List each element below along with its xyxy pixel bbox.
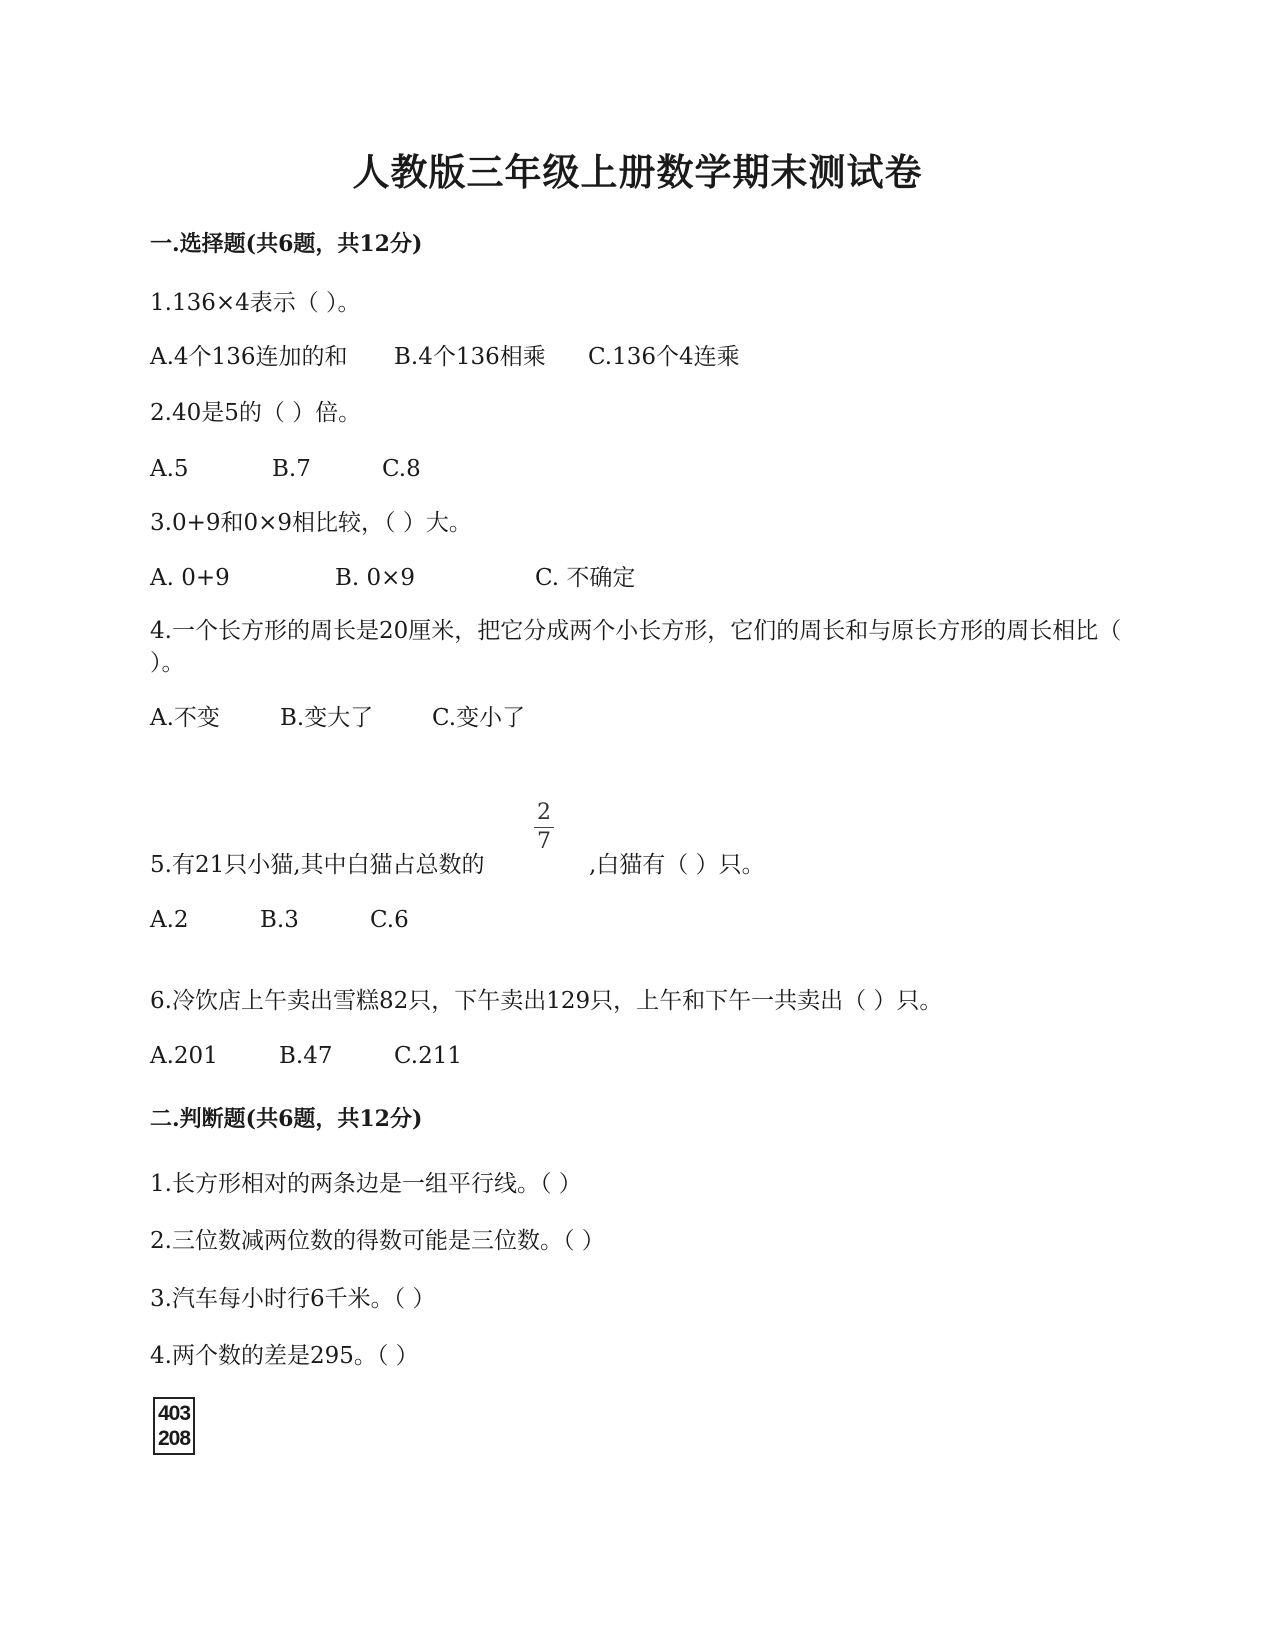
- fraction-numerator: 2: [537, 800, 551, 825]
- option-a: A.2: [150, 907, 189, 933]
- judgement-4-text: 4.两个数的差是295。（ ）: [150, 1343, 419, 1369]
- question-5-text-before: 5.有21只小猫,其中白猫占总数的: [150, 852, 485, 878]
- question-2-text: 2.40是5的（ ）倍。: [150, 400, 362, 426]
- question-1-options: [150, 341, 740, 373]
- option-b: B.4个136相乘: [394, 344, 546, 370]
- judgement-1-text: 1.长方形相对的两条边是一组平行线。（ ）: [150, 1171, 582, 1197]
- option-a: A.201: [150, 1043, 218, 1069]
- figure-top-number: 403: [157, 1402, 191, 1425]
- question-5-text-after: ,白猫有（ ）只。: [589, 852, 765, 878]
- subtraction-figure: [153, 1397, 195, 1455]
- question-3-text: 3.0+9和0×9相比较，（ ）大。: [150, 510, 472, 536]
- fraction-two-sevenths: [532, 800, 556, 855]
- option-a: A. 0+9: [150, 565, 230, 591]
- option-b: B.7: [272, 456, 311, 482]
- option-c: C.136个4连乘: [588, 344, 740, 370]
- question-1-text: 1.136×4表示（ ）。: [150, 290, 361, 316]
- section-heading-judgement: 二.判断题(共6题，共12分): [150, 1106, 423, 1132]
- option-a: A.不变: [150, 705, 220, 731]
- question-6-options: [150, 1040, 462, 1072]
- section-heading-choice: 一.选择题(共6题，共12分): [150, 231, 423, 257]
- question-4-options: [150, 702, 525, 734]
- judgement-3-text: 3.汽车每小时行6千米。（ ）: [150, 1286, 436, 1312]
- option-c: C.变小了: [432, 705, 526, 731]
- option-b: B.47: [279, 1043, 333, 1069]
- option-b: B.3: [260, 907, 299, 933]
- judgement-2-text: 2.三位数减两位数的得数可能是三位数。（ ）: [150, 1228, 605, 1254]
- option-a: A.5: [150, 456, 189, 482]
- option-c: C. 不确定: [535, 565, 636, 591]
- fraction-bar: [534, 827, 554, 828]
- question-3-options: [150, 562, 635, 594]
- question-5-text: [150, 849, 765, 881]
- option-a: A.4个136连加的和: [150, 344, 348, 370]
- option-b: B. 0×9: [335, 565, 416, 591]
- question-4-text: 4.一个长方形的周长是20厘米，把它分成两个小长方形，它们的周长和与原长方形的周长相比（ ）。: [150, 618, 1122, 676]
- figure-bottom-number: 208: [157, 1427, 191, 1450]
- question-6-text: 6.冷饮店上午卖出雪糕82只，下午卖出129只，上午和下午一共卖出（ ）只。: [150, 988, 943, 1014]
- option-c: C.8: [382, 456, 421, 482]
- option-b: B.变大了: [280, 705, 374, 731]
- option-c: C.6: [370, 907, 409, 933]
- fraction-denominator: 7: [537, 829, 551, 854]
- option-c: C.211: [394, 1043, 462, 1069]
- question-2-options: [150, 453, 421, 485]
- question-5-options: [150, 904, 409, 936]
- page-title: 人教版三年级上册数学期末测试卷: [352, 150, 923, 194]
